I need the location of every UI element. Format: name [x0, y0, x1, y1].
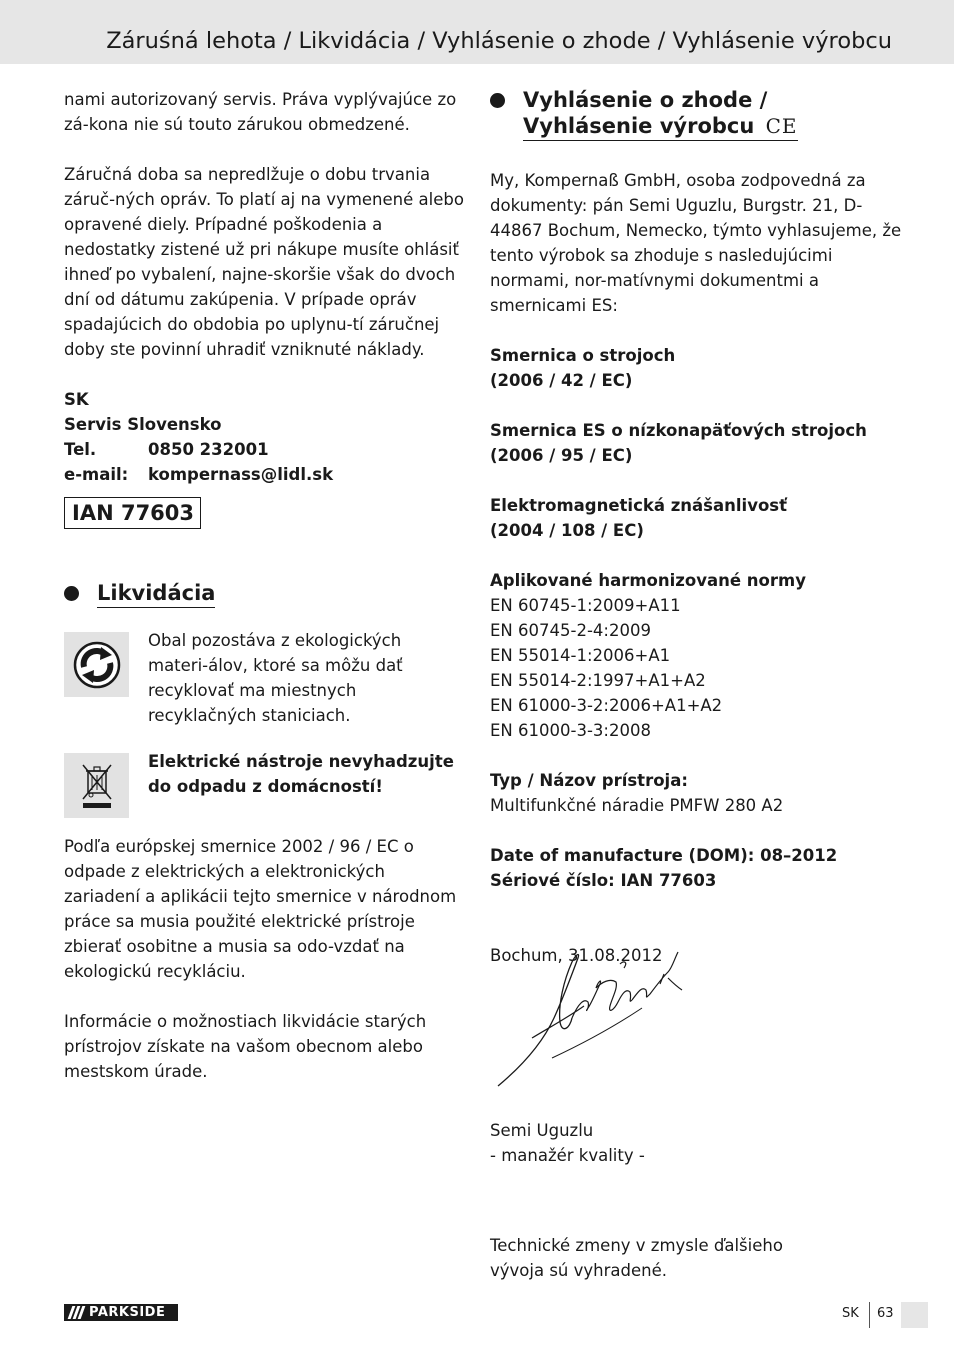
brand-logo	[64, 1304, 178, 1321]
device-type-label: Typ / Názov prístroja:	[490, 771, 688, 790]
recycle-text: Obal pozostáva z ekologických materi-álov, ktoré sa môžu dať recyklovať ma miestnych recyklačných staniciach.	[148, 631, 403, 725]
technical-changes-note: Technické zmeny v zmysle ďalšieho vývoja sú vyhradené.	[490, 1236, 783, 1280]
conformity-heading-line1: Vyhlásenie o zhode /	[523, 88, 768, 112]
bullet-icon	[64, 586, 79, 601]
directive-1-line1: Smernica o strojoch	[490, 346, 676, 365]
conformity-heading	[490, 87, 910, 141]
footer-divider	[869, 1302, 870, 1328]
disposal-paragraph-1: Podľa európskej smernice 2002 / 96 / EC o odpade z elektrických a elektronických zariadení a aplikácii tejto smernice v národnom práce sa musia použité elektrické prístroje zbierať osobitne a musia sa odo-vzdať na ekologickú recykláciu.	[64, 837, 457, 981]
directive-1-line2: (2006 / 42 / EC)	[490, 371, 633, 390]
brand-name: PARKSIDE	[89, 1305, 166, 1320]
directive-3-line1: Elektromagnetická znášanlivosť	[490, 496, 787, 515]
page-header	[0, 0, 954, 64]
serial-number: Sériové číslo: IAN 77603	[490, 871, 717, 890]
disposal-paragraph-2: Informácie o možnostiach likvidácie starých prístrojov získate na vašom obecnom alebo mestskom úrade.	[64, 1012, 427, 1081]
weee-row	[64, 753, 464, 818]
place-date: Bochum, 31.08.2012	[490, 946, 663, 965]
conformity-heading-line2: Vyhlásenie výrobcu	[523, 114, 755, 138]
logo-stripes-icon	[70, 1306, 85, 1319]
contact-tel-value: 0850 232001	[148, 440, 269, 459]
norms-heading: Aplikované harmonizované normy	[490, 571, 806, 590]
disposal-heading-text: Likvidácia	[97, 580, 215, 608]
contact-country: SK	[64, 390, 89, 409]
date-of-manufacture: Date of manufacture (DOM): 08–2012	[490, 846, 838, 865]
contact-tel-label: Tel.	[64, 440, 97, 459]
norm-item: EN 60745-2-4:2009	[490, 621, 651, 640]
recycle-icon	[64, 632, 129, 697]
left-column	[64, 87, 464, 1084]
device-type-value: Multifunkčné náradie PMFW 280 A2	[490, 796, 784, 815]
contact-email-label: e-mail:	[64, 465, 129, 484]
norm-item: EN 60745-1:2009+A11	[490, 596, 681, 615]
warranty-paragraph-2: Záručná doba sa nepredlžuje o dobu trvania záruč-ných opráv. To platí aj na vymenené alebo opravené diely. Prípadné poškodenia a nedostatky zistené už pri nákupe musíte ohlásiť ihneď po vybalení, najne-skoršie však do dvoch dní od dátumu zakúpenia. V prípade opráv spadajúcich do obdobia po uplynu-tí záručnej doby ste povinní uhradiť vzniknuté náklady.	[64, 165, 464, 359]
disposal-heading	[64, 580, 464, 608]
norm-item: EN 61000-3-3:2008	[490, 721, 651, 740]
conformity-intro: My, Kompernaß GmbH, osoba zodpovedná za dokumenty: pán Semi Uguzlu, Burgstr. 21, D-44867 Bochum, Nemecko, týmto vyhlasujeme, že tento výrobok sa zhoduje s nasledujúcimi normami, nor-matívnymi dokumentmi a smernicami ES:	[490, 171, 902, 315]
contact-service-name: Servis Slovensko	[64, 415, 222, 434]
bullet-icon	[490, 93, 505, 108]
signature-image	[492, 948, 692, 1090]
footer-tab	[901, 1302, 928, 1328]
page-number: 63	[877, 1306, 894, 1321]
contact-email-value: kompernass@lidl.sk	[148, 465, 334, 484]
warranty-paragraph-1: nami autorizovaný servis. Práva vyplývajúce zo zá-kona nie sú touto zárukou obmedzené.	[64, 90, 457, 134]
norm-item: EN 55014-2:1997+A1+A2	[490, 671, 706, 690]
right-column	[490, 87, 910, 1283]
footer-language: SK	[842, 1306, 859, 1321]
weee-bin-icon	[64, 753, 129, 818]
norm-item: EN 55014-1:2006+A1	[490, 646, 671, 665]
weee-warning: Elektrické nástroje nevyhadzujte do odpadu z domácností!	[148, 752, 454, 796]
ce-mark-icon: CE	[765, 114, 798, 138]
signer-name: Semi Uguzlu	[490, 1121, 594, 1140]
directive-2-line2: (2006 / 95 / EC)	[490, 446, 633, 465]
directive-3-line2: (2004 / 108 / EC)	[490, 521, 644, 540]
ian-box: IAN 77603	[64, 497, 201, 529]
service-contact	[64, 387, 464, 487]
directive-2-line1: Smernica ES o nízkonapäťových strojoch	[490, 421, 867, 440]
signer-role: - manažér kvality -	[490, 1146, 645, 1165]
page-title: Záruśná lehota / Likvidácia / Vyhlásenie o zhode / Vyhlásenie výrobcu	[106, 28, 892, 54]
recycle-row	[64, 632, 464, 728]
norm-item: EN 61000-3-2:2006+A1+A2	[490, 696, 723, 715]
